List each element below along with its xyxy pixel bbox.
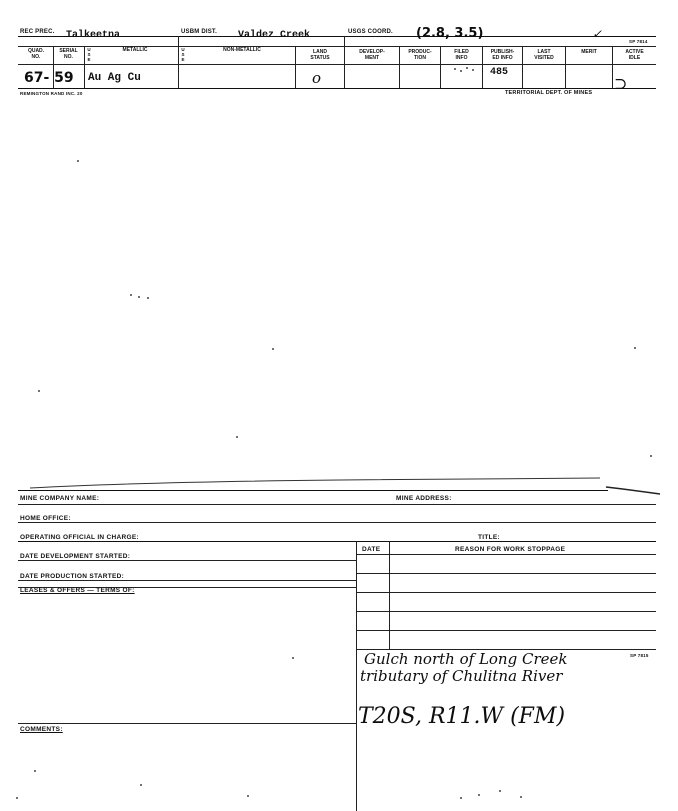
- col-filed-info: FILED INFO: [454, 49, 469, 61]
- comments-label: COMMENTS:: [20, 726, 63, 733]
- handwritten-line-2: tributary of Chulitna River: [360, 667, 563, 685]
- rec-prec-value: Talkeetna: [66, 30, 121, 41]
- card-edge: [0, 470, 678, 500]
- territorial-footer: TERRITORIAL DEPT. OF MINES: [505, 90, 593, 96]
- col-land-status: LAND STATUS: [310, 49, 330, 61]
- col-last-visited: LAST VISITED: [534, 49, 554, 61]
- printer-footer: REMINGTON RAND INC. 20: [20, 91, 83, 96]
- form-code-top: SP 7814: [629, 39, 648, 44]
- record-quad-serial: 67- 59: [24, 70, 74, 86]
- usbm-dist-value: Valdez Creek: [238, 30, 311, 41]
- leases-label: LEASES & OFFERS — TERMS OF:: [20, 587, 135, 594]
- col-active-idle: ACTIVE IDLE: [625, 49, 644, 61]
- col-merit: MERIT: [581, 49, 597, 55]
- rec-prec-label: REC PREC.: [20, 29, 55, 35]
- usbm-dist-label: USBM DIST.: [181, 29, 218, 35]
- col-serial-no: SERIAL NO.: [59, 48, 78, 60]
- col-quad-no: QUAD. NO.: [27, 48, 45, 60]
- header-row-divider: [18, 64, 656, 65]
- date-dev-started-label: DATE DEVELOPMENT STARTED:: [20, 553, 131, 560]
- record-metallic: Au Ag Cu: [88, 72, 141, 84]
- date-prod-started-label: DATE PRODUCTION STARTED:: [20, 573, 125, 580]
- handwritten-line-1: Gulch north of Long Creek: [364, 650, 568, 668]
- col-use-metallic: U S E: [87, 47, 91, 62]
- mine-address-label: MINE ADDRESS:: [396, 495, 452, 502]
- col-published-info: PUBLISH- ED INFO: [490, 49, 515, 61]
- record-row-bottom: [18, 88, 656, 89]
- check-mark: ✓: [592, 27, 603, 41]
- col-production: PRODUC- TION: [408, 49, 432, 61]
- col-use-nonmetallic: U S E: [181, 47, 185, 62]
- operating-official-label: OPERATING OFFICIAL IN CHARGE:: [20, 534, 139, 541]
- title-label: TITLE:: [478, 534, 501, 541]
- handwritten-line-3: T20S, R11.W (FM): [358, 704, 566, 729]
- home-office-label: HOME OFFICE:: [20, 515, 71, 522]
- record-land-status: o: [312, 69, 322, 87]
- record-published-info: 485: [490, 67, 509, 78]
- form-code-bottom: SP 7815: [630, 653, 649, 658]
- col-development: DEVELOP- MENT: [359, 49, 385, 61]
- col-non-metallic: NON-METALLIC: [223, 47, 261, 53]
- record-active-idle: ⊃: [614, 74, 628, 93]
- usgs-coord-value: (2.8, 3.5): [416, 26, 484, 41]
- col-metallic: METALLIC: [122, 47, 148, 53]
- mine-company-name-label: MINE COMPANY NAME:: [20, 495, 100, 502]
- date-col-label: DATE: [362, 546, 381, 553]
- usgs-coord-label: USGS COORD.: [348, 29, 393, 35]
- reason-col-label: REASON FOR WORK STOPPAGE: [455, 546, 566, 553]
